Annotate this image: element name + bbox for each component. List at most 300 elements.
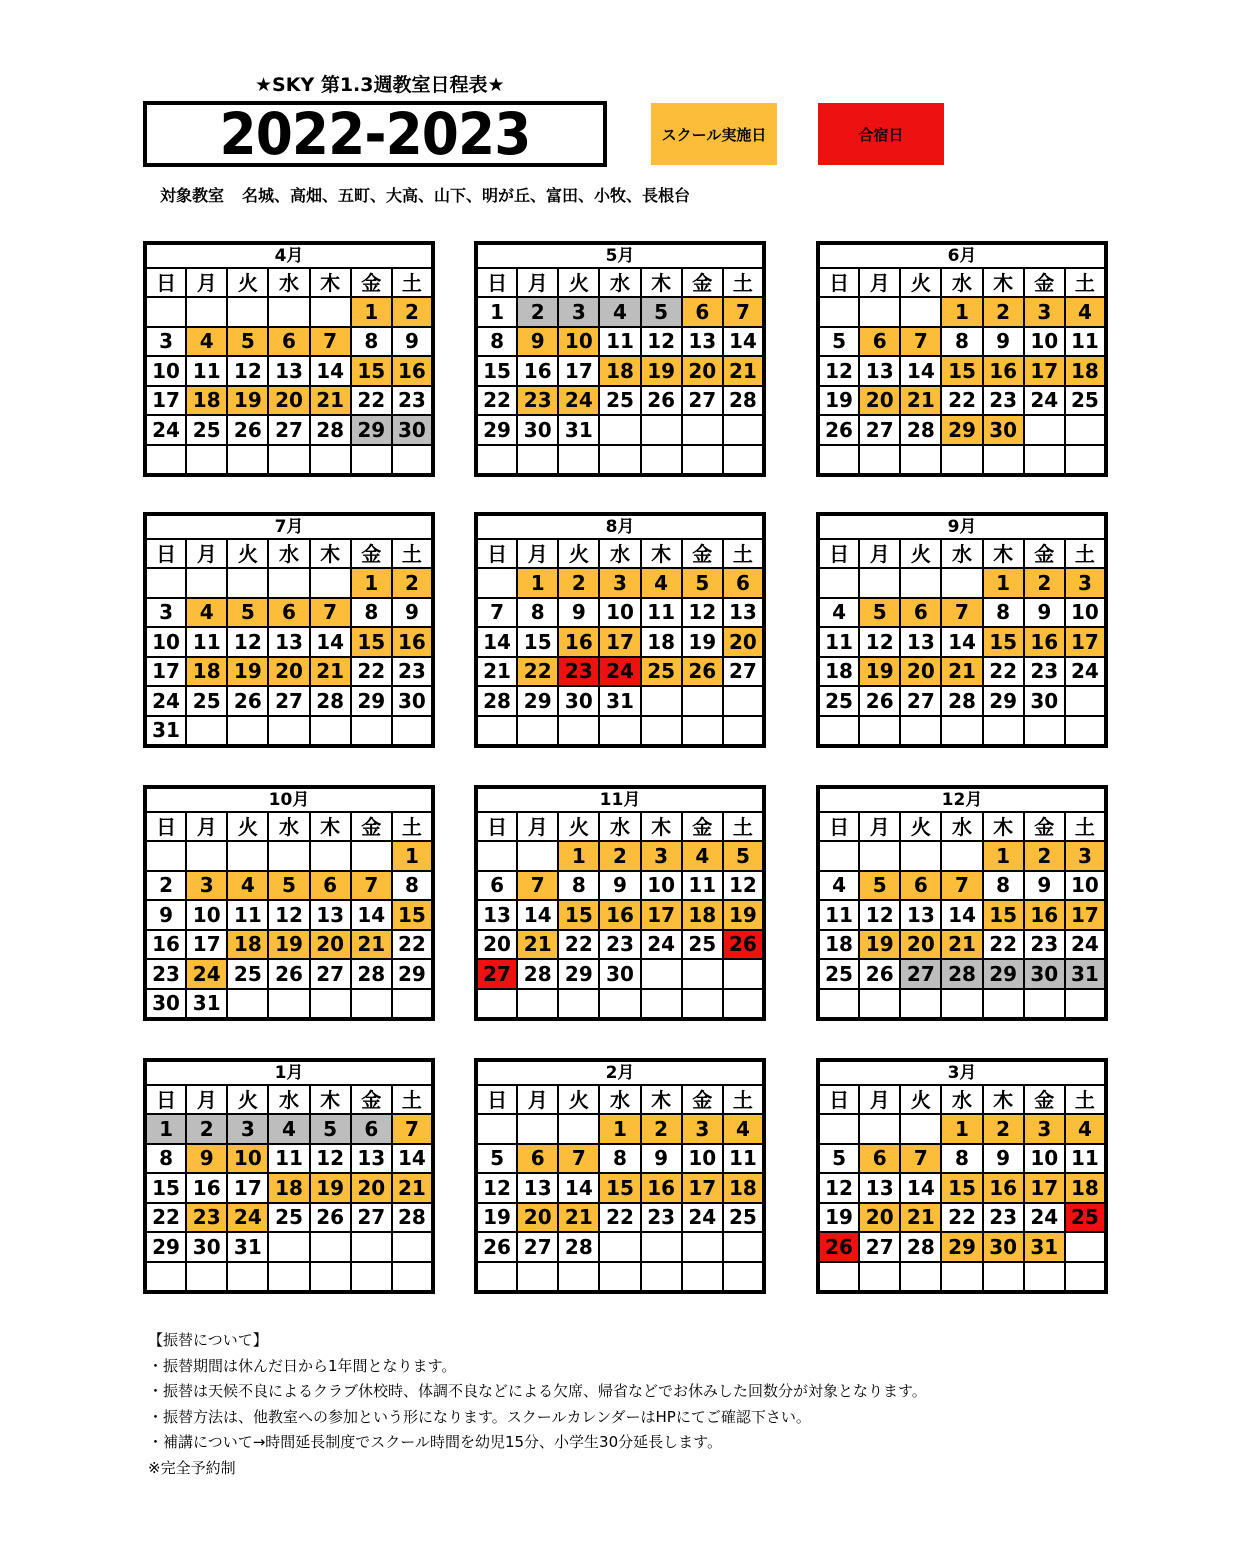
weekday-header: 火 xyxy=(227,1085,268,1114)
day-cell: 2 xyxy=(1024,841,1065,871)
weekday-header: 火 xyxy=(227,268,268,297)
day-cell: 2 xyxy=(517,297,558,327)
day-cell: 24 xyxy=(227,1203,268,1233)
empty-cell xyxy=(941,1262,982,1293)
empty-cell xyxy=(517,989,558,1020)
empty-cell xyxy=(392,716,433,747)
empty-cell xyxy=(227,568,268,598)
day-cell: 27 xyxy=(723,657,764,687)
day-cell: 13 xyxy=(476,900,517,930)
day-cell: 21 xyxy=(900,1203,941,1233)
weekday-header: 木 xyxy=(310,1085,351,1114)
weekday-header: 土 xyxy=(392,1085,433,1114)
weekday-header: 金 xyxy=(1024,812,1065,841)
day-cell: 31 xyxy=(227,1232,268,1262)
empty-cell xyxy=(517,445,558,476)
day-cell: 16 xyxy=(145,930,186,960)
day-cell: 14 xyxy=(476,627,517,657)
day-cell: 6 xyxy=(268,327,309,357)
day-cell: 4 xyxy=(1065,1114,1106,1144)
day-cell: 17 xyxy=(1024,1173,1065,1203)
day-cell: 21 xyxy=(476,657,517,687)
empty-cell xyxy=(186,568,227,598)
weekday-header: 日 xyxy=(145,1085,186,1114)
day-cell: 12 xyxy=(682,598,723,628)
day-cell: 7 xyxy=(476,598,517,628)
day-cell: 20 xyxy=(268,386,309,416)
day-cell: 10 xyxy=(145,356,186,386)
day-cell: 17 xyxy=(641,900,682,930)
day-cell: 3 xyxy=(1065,568,1106,598)
weekday-header: 水 xyxy=(941,1085,982,1114)
day-cell: 13 xyxy=(268,627,309,657)
note-line: ・振替は天候不良によるクラブ休校時、体調不良などによる欠席、帰省などでお休みした回数分が対象となります。 xyxy=(148,1382,927,1400)
empty-cell xyxy=(558,1262,599,1293)
day-cell: 1 xyxy=(517,568,558,598)
weekday-header: 土 xyxy=(392,268,433,297)
day-cell: 5 xyxy=(310,1114,351,1144)
empty-cell xyxy=(1024,445,1065,476)
day-cell: 18 xyxy=(186,657,227,687)
day-cell: 13 xyxy=(517,1173,558,1203)
day-cell: 29 xyxy=(941,1232,982,1262)
month-calendar xyxy=(143,785,435,1021)
empty-cell xyxy=(227,445,268,476)
day-cell: 9 xyxy=(145,900,186,930)
day-cell: 20 xyxy=(682,356,723,386)
empty-cell xyxy=(859,716,900,747)
day-cell: 19 xyxy=(723,900,764,930)
month-title: 5月 xyxy=(476,243,764,268)
day-cell: 15 xyxy=(145,1173,186,1203)
day-cell: 2 xyxy=(641,1114,682,1144)
month-title: 4月 xyxy=(145,243,433,268)
day-cell: 28 xyxy=(351,959,392,989)
day-cell: 27 xyxy=(900,686,941,716)
day-cell: 5 xyxy=(818,1144,859,1174)
day-cell: 1 xyxy=(983,841,1024,871)
day-cell: 19 xyxy=(641,356,682,386)
day-cell: 28 xyxy=(900,1232,941,1262)
day-cell: 22 xyxy=(351,386,392,416)
day-cell: 13 xyxy=(859,356,900,386)
empty-cell xyxy=(392,1232,433,1262)
empty-cell xyxy=(818,841,859,871)
month-calendar xyxy=(143,1058,435,1294)
weekday-header: 金 xyxy=(1024,1085,1065,1114)
day-cell: 1 xyxy=(351,297,392,327)
day-cell: 1 xyxy=(392,841,433,871)
empty-cell xyxy=(941,989,982,1020)
day-cell: 12 xyxy=(268,900,309,930)
weekday-header: 土 xyxy=(723,1085,764,1114)
day-cell: 26 xyxy=(227,686,268,716)
weekday-header: 木 xyxy=(641,539,682,568)
weekday-header: 金 xyxy=(351,268,392,297)
day-cell: 1 xyxy=(558,841,599,871)
day-cell: 6 xyxy=(310,871,351,901)
empty-cell xyxy=(517,1114,558,1144)
day-cell: 5 xyxy=(641,297,682,327)
empty-cell xyxy=(723,445,764,476)
day-cell: 26 xyxy=(310,1203,351,1233)
weekday-header: 日 xyxy=(476,1085,517,1114)
weekday-header: 日 xyxy=(476,268,517,297)
empty-cell xyxy=(641,989,682,1020)
day-cell: 23 xyxy=(641,1203,682,1233)
day-cell: 24 xyxy=(145,686,186,716)
empty-cell xyxy=(1065,445,1106,476)
day-cell: 28 xyxy=(476,686,517,716)
day-cell: 1 xyxy=(145,1114,186,1144)
day-cell: 8 xyxy=(476,327,517,357)
day-cell: 29 xyxy=(145,1232,186,1262)
day-cell: 18 xyxy=(641,627,682,657)
weekday-header: 木 xyxy=(983,539,1024,568)
empty-cell xyxy=(818,989,859,1020)
month-calendar xyxy=(816,1058,1108,1294)
day-cell: 3 xyxy=(1024,297,1065,327)
notes-heading: 【振替について】 xyxy=(148,1331,268,1349)
day-cell: 31 xyxy=(599,686,640,716)
day-cell: 4 xyxy=(723,1114,764,1144)
day-cell: 24 xyxy=(1065,657,1106,687)
weekday-header: 火 xyxy=(900,812,941,841)
day-cell: 25 xyxy=(641,657,682,687)
day-cell: 6 xyxy=(351,1114,392,1144)
day-cell: 5 xyxy=(476,1144,517,1174)
empty-cell xyxy=(476,841,517,871)
day-cell: 30 xyxy=(1024,686,1065,716)
day-cell: 23 xyxy=(392,386,433,416)
weekday-header: 月 xyxy=(186,1085,227,1114)
day-cell: 28 xyxy=(517,959,558,989)
day-cell: 21 xyxy=(558,1203,599,1233)
day-cell: 19 xyxy=(859,657,900,687)
day-cell: 12 xyxy=(818,356,859,386)
empty-cell xyxy=(983,1262,1024,1293)
day-cell: 19 xyxy=(818,386,859,416)
weekday-header: 月 xyxy=(517,268,558,297)
empty-cell xyxy=(351,841,392,871)
empty-cell xyxy=(1065,716,1106,747)
day-cell: 23 xyxy=(983,1203,1024,1233)
day-cell: 30 xyxy=(1024,959,1065,989)
weekday-header: 木 xyxy=(641,1085,682,1114)
day-cell: 27 xyxy=(268,686,309,716)
day-cell: 15 xyxy=(392,900,433,930)
empty-cell xyxy=(900,568,941,598)
day-cell: 21 xyxy=(310,657,351,687)
day-cell: 29 xyxy=(351,415,392,445)
month-title: 12月 xyxy=(818,787,1106,812)
day-cell: 6 xyxy=(900,598,941,628)
empty-cell xyxy=(682,1232,723,1262)
day-cell: 3 xyxy=(186,871,227,901)
day-cell: 17 xyxy=(558,356,599,386)
day-cell: 5 xyxy=(723,841,764,871)
empty-cell xyxy=(818,568,859,598)
day-cell: 20 xyxy=(859,1203,900,1233)
empty-cell xyxy=(558,1114,599,1144)
day-cell: 14 xyxy=(517,900,558,930)
day-cell: 8 xyxy=(599,1144,640,1174)
day-cell: 11 xyxy=(1065,1144,1106,1174)
day-cell: 22 xyxy=(392,930,433,960)
day-cell: 26 xyxy=(476,1232,517,1262)
day-cell: 4 xyxy=(186,327,227,357)
empty-cell xyxy=(1024,716,1065,747)
day-cell: 11 xyxy=(641,598,682,628)
empty-cell xyxy=(599,989,640,1020)
day-cell: 6 xyxy=(900,871,941,901)
day-cell: 10 xyxy=(558,327,599,357)
legend-camp-day: 合宿日 xyxy=(818,103,944,165)
empty-cell xyxy=(900,445,941,476)
weekday-header: 火 xyxy=(900,539,941,568)
empty-cell xyxy=(682,716,723,747)
weekday-header: 日 xyxy=(818,268,859,297)
weekday-header: 土 xyxy=(392,539,433,568)
day-cell: 2 xyxy=(558,568,599,598)
weekday-header: 土 xyxy=(1065,1085,1106,1114)
day-cell: 6 xyxy=(723,568,764,598)
weekday-header: 月 xyxy=(859,268,900,297)
day-cell: 26 xyxy=(641,386,682,416)
day-cell: 15 xyxy=(476,356,517,386)
day-cell: 22 xyxy=(351,657,392,687)
empty-cell xyxy=(145,1262,186,1293)
day-cell: 11 xyxy=(227,900,268,930)
day-cell: 5 xyxy=(682,568,723,598)
day-cell: 27 xyxy=(900,959,941,989)
day-cell: 2 xyxy=(145,871,186,901)
weekday-header: 月 xyxy=(186,812,227,841)
day-cell: 24 xyxy=(145,415,186,445)
day-cell: 30 xyxy=(983,1232,1024,1262)
day-cell: 27 xyxy=(310,959,351,989)
empty-cell xyxy=(351,716,392,747)
weekday-header: 土 xyxy=(1065,539,1106,568)
empty-cell xyxy=(268,716,309,747)
day-cell: 16 xyxy=(186,1173,227,1203)
empty-cell xyxy=(641,686,682,716)
empty-cell xyxy=(641,716,682,747)
weekday-header: 日 xyxy=(818,1085,859,1114)
note-line: ・振替方法は、他教室への参加という形になります。スクールカレンダーはHPにてご確認下さい。 xyxy=(148,1407,811,1426)
day-cell: 21 xyxy=(310,386,351,416)
day-cell: 23 xyxy=(983,386,1024,416)
month-title: 2月 xyxy=(476,1060,764,1085)
day-cell: 27 xyxy=(682,386,723,416)
weekday-header: 水 xyxy=(941,539,982,568)
day-cell: 31 xyxy=(558,415,599,445)
day-cell: 25 xyxy=(1065,1203,1106,1233)
empty-cell xyxy=(476,1114,517,1144)
weekday-header: 月 xyxy=(186,539,227,568)
empty-cell xyxy=(310,1262,351,1293)
day-cell: 9 xyxy=(1024,871,1065,901)
day-cell: 1 xyxy=(599,1114,640,1144)
day-cell: 7 xyxy=(310,327,351,357)
day-cell: 8 xyxy=(558,871,599,901)
target-label: 対象教室 xyxy=(160,186,225,205)
day-cell: 22 xyxy=(558,930,599,960)
day-cell: 9 xyxy=(517,327,558,357)
note-line: ※完全予約制 xyxy=(148,1458,236,1477)
day-cell: 2 xyxy=(392,297,433,327)
day-cell: 17 xyxy=(599,627,640,657)
day-cell: 2 xyxy=(983,1114,1024,1144)
day-cell: 21 xyxy=(900,386,941,416)
month-title: 8月 xyxy=(476,514,764,539)
weekday-header: 日 xyxy=(818,539,859,568)
empty-cell xyxy=(517,1262,558,1293)
weekday-header: 木 xyxy=(983,268,1024,297)
day-cell: 23 xyxy=(1024,930,1065,960)
day-cell: 9 xyxy=(392,598,433,628)
empty-cell xyxy=(723,959,764,989)
day-cell: 14 xyxy=(310,627,351,657)
month-title: 11月 xyxy=(476,787,764,812)
day-cell: 30 xyxy=(392,686,433,716)
weekday-header: 土 xyxy=(1065,268,1106,297)
day-cell: 31 xyxy=(186,989,227,1020)
empty-cell xyxy=(227,841,268,871)
empty-cell xyxy=(517,716,558,747)
day-cell: 20 xyxy=(859,386,900,416)
day-cell: 8 xyxy=(983,871,1024,901)
weekday-header: 日 xyxy=(476,812,517,841)
day-cell: 18 xyxy=(227,930,268,960)
empty-cell xyxy=(599,1232,640,1262)
day-cell: 22 xyxy=(599,1203,640,1233)
day-cell: 11 xyxy=(818,627,859,657)
empty-cell xyxy=(145,297,186,327)
day-cell: 7 xyxy=(900,1144,941,1174)
day-cell: 7 xyxy=(310,598,351,628)
day-cell: 11 xyxy=(682,871,723,901)
empty-cell xyxy=(145,841,186,871)
day-cell: 25 xyxy=(227,959,268,989)
empty-cell xyxy=(1065,1232,1106,1262)
empty-cell xyxy=(723,686,764,716)
day-cell: 25 xyxy=(723,1203,764,1233)
day-cell: 30 xyxy=(983,415,1024,445)
day-cell: 12 xyxy=(641,327,682,357)
day-cell: 6 xyxy=(268,598,309,628)
empty-cell xyxy=(227,1262,268,1293)
day-cell: 9 xyxy=(1024,598,1065,628)
empty-cell xyxy=(517,841,558,871)
weekday-header: 金 xyxy=(682,1085,723,1114)
empty-cell xyxy=(682,445,723,476)
weekday-header: 金 xyxy=(351,539,392,568)
day-cell: 21 xyxy=(392,1173,433,1203)
empty-cell xyxy=(941,445,982,476)
day-cell: 15 xyxy=(351,627,392,657)
day-cell: 16 xyxy=(599,900,640,930)
empty-cell xyxy=(641,959,682,989)
day-cell: 13 xyxy=(723,598,764,628)
empty-cell xyxy=(941,568,982,598)
day-cell: 12 xyxy=(476,1173,517,1203)
weekday-header: 月 xyxy=(186,268,227,297)
empty-cell xyxy=(186,297,227,327)
day-cell: 22 xyxy=(983,930,1024,960)
day-cell: 5 xyxy=(227,598,268,628)
empty-cell xyxy=(599,445,640,476)
day-cell: 23 xyxy=(186,1203,227,1233)
day-cell: 17 xyxy=(145,657,186,687)
day-cell: 16 xyxy=(1024,900,1065,930)
day-cell: 28 xyxy=(310,686,351,716)
weekday-header: 火 xyxy=(558,1085,599,1114)
day-cell: 27 xyxy=(476,959,517,989)
empty-cell xyxy=(641,445,682,476)
weekday-header: 日 xyxy=(476,539,517,568)
day-cell: 10 xyxy=(186,900,227,930)
day-cell: 11 xyxy=(186,627,227,657)
month-title: 6月 xyxy=(818,243,1106,268)
empty-cell xyxy=(268,1262,309,1293)
empty-cell xyxy=(351,445,392,476)
weekday-header: 火 xyxy=(900,268,941,297)
empty-cell xyxy=(145,568,186,598)
day-cell: 26 xyxy=(268,959,309,989)
month-calendar xyxy=(474,512,766,748)
empty-cell xyxy=(859,445,900,476)
day-cell: 4 xyxy=(227,871,268,901)
day-cell: 6 xyxy=(859,1144,900,1174)
empty-cell xyxy=(1065,989,1106,1020)
empty-cell xyxy=(145,445,186,476)
day-cell: 12 xyxy=(859,900,900,930)
empty-cell xyxy=(310,297,351,327)
day-cell: 7 xyxy=(941,871,982,901)
day-cell: 14 xyxy=(723,327,764,357)
day-cell: 17 xyxy=(1024,356,1065,386)
day-cell: 1 xyxy=(941,297,982,327)
day-cell: 28 xyxy=(941,686,982,716)
empty-cell xyxy=(941,716,982,747)
day-cell: 17 xyxy=(682,1173,723,1203)
weekday-header: 土 xyxy=(723,268,764,297)
day-cell: 2 xyxy=(983,297,1024,327)
day-cell: 15 xyxy=(941,356,982,386)
day-cell: 11 xyxy=(186,356,227,386)
day-cell: 19 xyxy=(310,1173,351,1203)
day-cell: 23 xyxy=(558,657,599,687)
empty-cell xyxy=(983,989,1024,1020)
day-cell: 22 xyxy=(476,386,517,416)
day-cell: 11 xyxy=(599,327,640,357)
empty-cell xyxy=(723,415,764,445)
day-cell: 5 xyxy=(227,327,268,357)
empty-cell xyxy=(859,1262,900,1293)
day-cell: 20 xyxy=(476,930,517,960)
empty-cell xyxy=(268,297,309,327)
day-cell: 19 xyxy=(859,930,900,960)
day-cell: 24 xyxy=(682,1203,723,1233)
day-cell: 7 xyxy=(517,871,558,901)
empty-cell xyxy=(818,445,859,476)
empty-cell xyxy=(268,989,309,1020)
day-cell: 23 xyxy=(599,930,640,960)
day-cell: 20 xyxy=(900,657,941,687)
month-calendar xyxy=(474,241,766,477)
empty-cell xyxy=(227,989,268,1020)
